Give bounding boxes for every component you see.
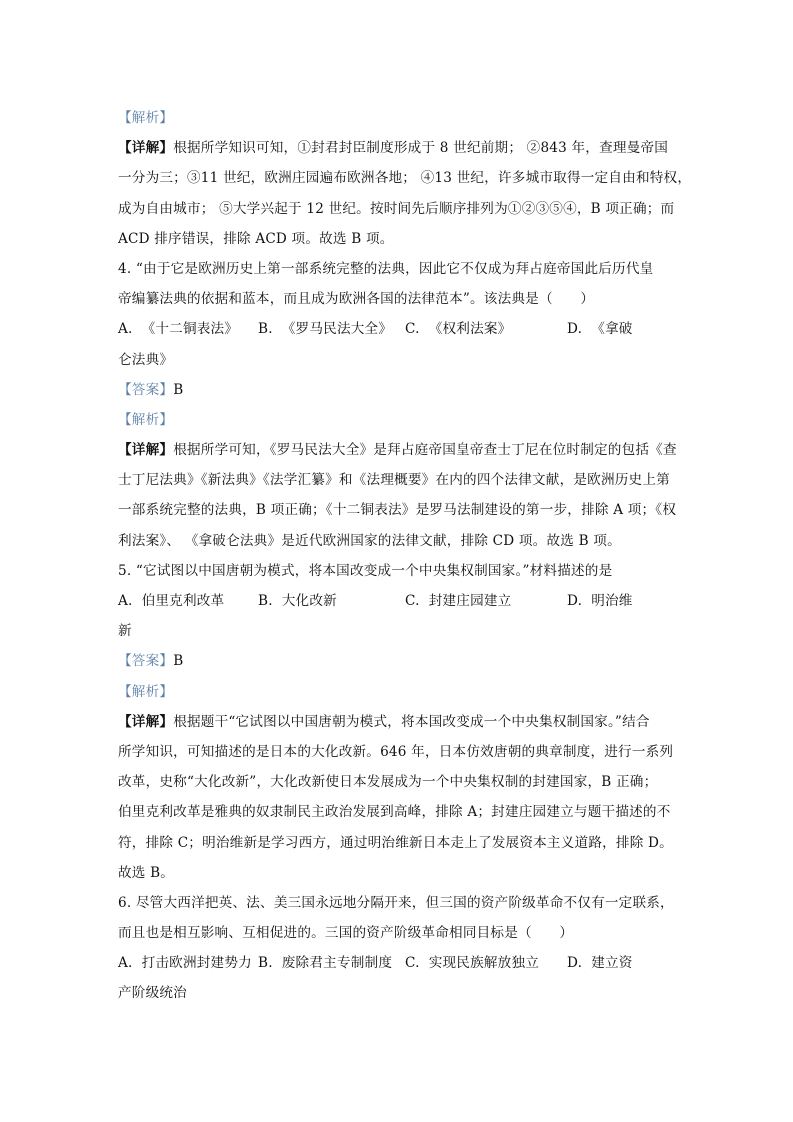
option-wrap: 新 [118,623,132,640]
detail-line: 改革，史称“大化改新”，大化改新使日本发展成为一个中央集权制的封建国家，B 正确； [118,774,658,791]
question-6-stem: 而且也是相互影响、互相促进的。三国的资产阶级革命相同目标是（ ） [118,925,574,942]
detail-line: 一分为三；③11 世纪，欧洲庄园遍布欧洲各地； ④13 世纪，许多城市取得一定自由和特权， [118,170,692,187]
detail-line: 符，排除 C；明治维新是学习西方，通过明治维新日本走上了发展资本主义道路，排除 D。 [118,834,673,851]
answer-label: 【答案】 [118,653,174,670]
document-page [118,103,692,1009]
option-c: C. 实现民族解放独立 [405,955,540,972]
detail-line: 士丁尼法典》《新法典》《法学汇纂》和《法理概要》在内的四个法律文献，是欧洲历史上第 [118,472,670,489]
analysis-label: 【解析】 [118,110,174,126]
detail-label: 【详解】 [118,140,174,157]
option-b: B. 废除君主专制制度 [258,955,393,972]
option-d: D. 建立资 [567,955,633,972]
answer-label: 【答案】 [118,381,174,398]
detail-line: 【详解】根据题干“它试图以中国唐朝为模式，将本国改变成一个中央集权制国家。”结合 [118,713,650,730]
detail-line: 利法案》、 《拿破仑法典》是近代欧洲国家的法律文献，排除 CD 项。故选 B 项。 [118,532,621,549]
detail-line: 故选 B。 [118,864,175,881]
option-b: B. 大化改新 [258,593,337,609]
option-a: A. 打击欧洲封建势力 [118,955,252,972]
option-wrap: 产阶级统治 [118,985,187,1002]
question-5-stem: 5. “它试图以中国唐朝为模式，将本国改变成一个中央集权制国家。”材料描述的是 [118,562,613,579]
option-c: C. 《权利法案》 [405,321,512,338]
detail-label: 【详解】 [118,442,174,459]
detail-label: 【详解】 [118,713,174,730]
option-a: A. 《十二铜表法》 [118,321,239,338]
option-d: D. 《拿破 [567,321,633,338]
option-c: C. 封建庄园建立 [405,593,512,609]
detail-line: 伯里克利改革是雅典的奴隶制民主政治发展到高峰，排除 A；封建庄园建立与题干描述的不 [118,804,671,821]
analysis-label: 【解析】 [118,683,174,700]
answer-value: B [173,381,184,398]
detail-line: 一部系统完整的法典，B 项正确；《十二铜表法》是罗马法制建设的第一步，排除 A 项；《权 [118,502,677,519]
question-4-options [118,314,684,344]
option-b: B. 《罗马民法大全》 [258,321,393,338]
option-a: A. 伯里克利改革 [118,593,225,609]
answer-value: B [173,653,184,670]
question-4-stem: 帝编纂法典的依据和蓝本，而且成为欧洲各国的法律范本”。该法典是（ ） [118,291,595,308]
answer-line [118,375,684,405]
detail-line: 所学知识，可知描述的是日本的大化改新。646 年，日本仿效唐朝的典章制度，进行一系列 [118,743,674,760]
detail-line: 【详解】根据所学知识可知，①封君封臣制度形成于 8 世纪前期； ②843 年，查理曼帝国 [118,140,669,157]
answer-line [118,646,684,676]
question-6-options [118,948,684,978]
question-4-stem: 4. “由于它是欧洲历史上第一部系统完整的法典，因此它不仅成为拜占庭帝国此后历代皇 [118,260,654,277]
analysis-label: 【解析】 [118,411,174,428]
option-d: D. 明治维 [567,593,633,609]
detail-line: ACD 排序错误，排除 ACD 项。故选 B 项。 [118,230,394,247]
detail-line: 【详解】根据所学可知，《罗马民法大全》是拜占庭帝国皇帝查士丁尼在位时制定的包括《查 [118,442,677,459]
question-5-options [118,586,684,616]
detail-line: 成为自由城市； ⑤大学兴起于 12 世纪。按时间先后顺序排列为①②③⑤④，B 项正确；而 [118,200,675,217]
question-6-stem: 6. 尽管大西洋把英、法、美三国永远地分隔开来，但三国的资产阶级革命不仅有一定联系， [118,894,674,911]
option-wrap: 仑法典》 [118,351,174,368]
